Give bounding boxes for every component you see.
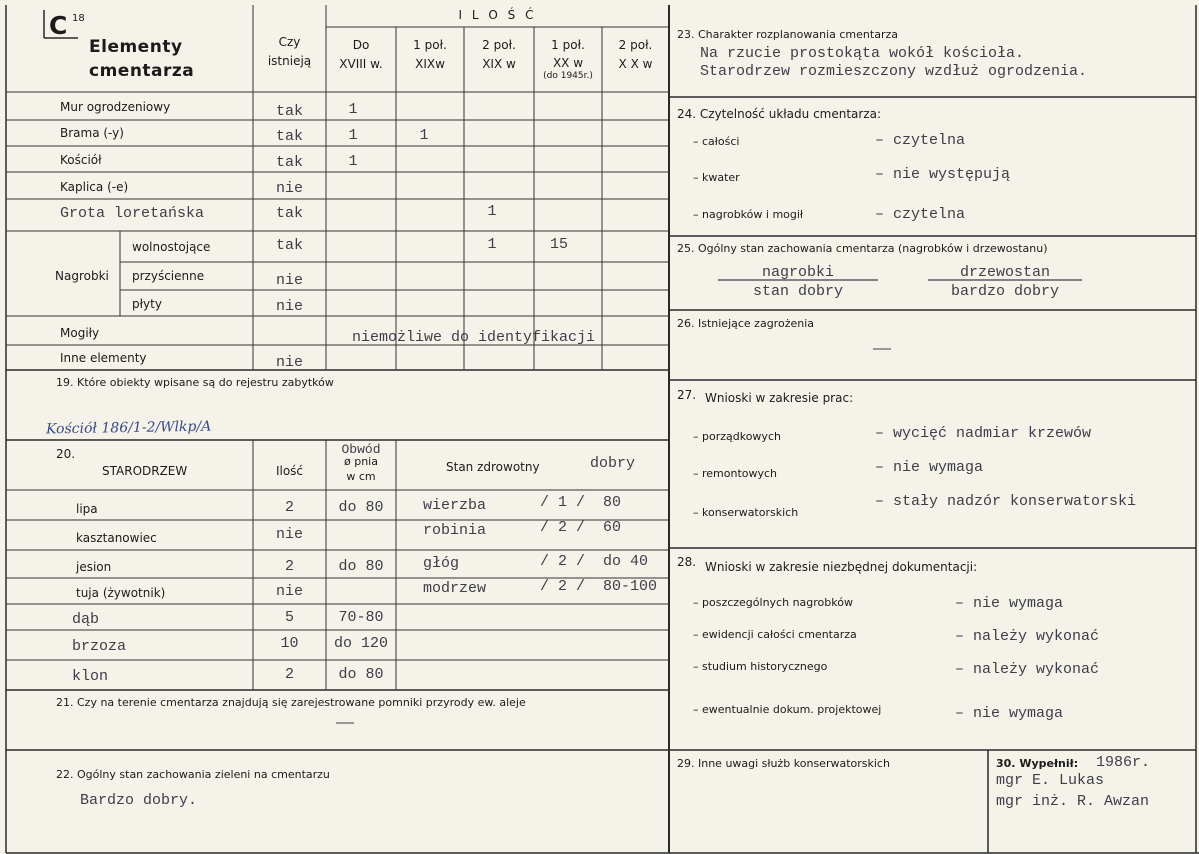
s23-label: 23. Charakter rozplanowania cmentarza	[677, 28, 898, 41]
s20-title: STARODRZEW	[102, 464, 188, 478]
tree-girth-lipa: do 80	[338, 499, 384, 516]
s26-value: ——	[873, 341, 892, 358]
row-wolnostojace-count-xix2: 1	[487, 236, 497, 253]
row-label-inne: Inne elementy	[60, 351, 147, 365]
extra-tree-name-wierzba: wierzba	[423, 497, 487, 514]
row-label-kaplica: Kaplica (-e)	[60, 180, 129, 194]
tree-qty-jesion: 2	[284, 558, 294, 575]
s24-key-nagrobkow: – nagrobków i mogił	[693, 208, 804, 221]
s22-value: Bardzo dobry.	[80, 792, 198, 809]
s24-key-calosci: – całości	[693, 135, 740, 148]
extra-tree-name-modrzew: modrzew	[423, 580, 487, 597]
s20-col-obwod-l2: ø pnia	[344, 455, 378, 468]
row-brama-count-xviii: 1	[348, 127, 358, 144]
s30-person2: mgr inż. R. Awzan	[996, 793, 1150, 810]
s19-label: 19. Które obiekty wpisane są do rejestru zabytków	[56, 376, 334, 389]
tree-qty-lipa: 2	[284, 499, 294, 516]
elements-title-line2: cmentarza	[89, 61, 195, 81]
extra-tree-girth-robinia: 60	[603, 519, 622, 536]
extra-tree-qty-wierzba: / 1 /	[540, 494, 586, 511]
s27-key-remontowych: – remontowych	[693, 467, 778, 480]
s28-number: 28.	[677, 555, 697, 569]
tree-name-lipa: lipa	[76, 502, 98, 516]
s25-b-top: drzewostan	[959, 264, 1050, 281]
s20-number: 20.	[56, 447, 76, 461]
period-header-1-l1: Do	[352, 38, 370, 52]
tree-qty-tuja: nie	[275, 583, 303, 600]
row-exists-przyscienne: nie	[275, 272, 303, 289]
period-header-2-l1: 1 poł.	[413, 38, 447, 52]
s20-col-ilosc: Ilość	[275, 464, 304, 478]
row-exists-kosciol: tak	[275, 154, 303, 171]
s28-value-ewidencji: – należy wykonać	[955, 628, 1100, 645]
s20-stan-value: dobry	[590, 455, 636, 472]
row-exists-mur: tak	[275, 103, 303, 120]
s25-a-top: nagrobki	[761, 264, 834, 281]
row-label-plyty: płyty	[132, 297, 162, 311]
period-header-2-l2: XIXw	[415, 57, 445, 71]
s22-label: 22. Ogólny stan zachowania zieleni na cmentarzu	[56, 768, 330, 781]
extra-tree-girth-glog: do 40	[603, 553, 649, 570]
s23-line1: Na rzucie prostokąta wokół kościoła.	[700, 45, 1025, 62]
s27-label: Wnioski w zakresie prac:	[705, 391, 854, 405]
extra-tree-name-glog: głóg	[423, 555, 460, 572]
row-wolnostojace-count-xx1: 15	[549, 236, 568, 253]
tree-qty-klon: 2	[284, 666, 294, 683]
s28-value-nagrobkow: – nie wymaga	[955, 595, 1064, 612]
s27-number: 27.	[677, 388, 697, 402]
row-grota-count-xix2: 1	[487, 203, 497, 220]
extra-tree-qty-modrzew: / 2 /	[540, 578, 586, 595]
s25-b-bottom: bardzo dobry	[950, 283, 1060, 300]
row-exists-kaplica: nie	[275, 180, 303, 197]
tree-qty-kasztanowiec: nie	[275, 526, 303, 543]
row-label-przyscienne: przyścienne	[132, 269, 205, 283]
s27-value-remontowych: – nie wymaga	[875, 459, 984, 476]
s24-value-nagrobkow: – czytelna	[875, 206, 966, 223]
s23-line2: Starodrzew rozmieszczony wzdłuż ogrodzenia.	[700, 63, 1088, 80]
row-mur-count-xviii: 1	[348, 101, 358, 118]
period-header-5-l1: 2 poł.	[618, 38, 653, 52]
s27-key-konserwatorskich: – konserwatorskich	[693, 506, 799, 519]
tree-qty-brzoza: 10	[280, 635, 299, 652]
s24-value-calosci: – czytelna	[875, 132, 966, 149]
card-number: 18	[72, 13, 85, 24]
s24-label: 24. Czytelność układu cmentarza:	[677, 107, 882, 121]
s20-col-stan: Stan zdrowotny	[446, 460, 540, 474]
period-header-3-l2: XIX w	[482, 57, 516, 71]
row-brama-count-xix1: 1	[419, 127, 429, 144]
row-exists-wolnostojace: tak	[275, 237, 303, 254]
s21-value: ——	[336, 715, 355, 732]
s27-value-konserwatorskich: – stały nadzór konserwatorski	[875, 493, 1137, 510]
s27-key-porzadkowych: – porządkowych	[693, 430, 781, 443]
s19-handwritten-register: Kościół 186/1-2/Wlkp/A	[45, 418, 212, 438]
period-header-4-l1: 1 poł.	[551, 38, 585, 52]
tree-girth-dab: 70-80	[338, 609, 384, 626]
tree-girth-jesion: do 80	[338, 558, 384, 575]
s28-key-projektowej: – ewentualnie dokum. projektowej	[693, 703, 882, 716]
s28-label: Wnioski w zakresie niezbędnej dokumentacji:	[705, 560, 978, 574]
extra-tree-qty-robinia: / 2 /	[540, 519, 586, 536]
nagrobki-label: Nagrobki	[55, 269, 109, 283]
s28-value-studium: – należy wykonać	[955, 661, 1100, 678]
s30-label: 30. Wypełnił:	[996, 757, 1079, 770]
s28-key-nagrobkow: – poszczególnych nagrobków	[693, 596, 853, 609]
s30-person1: mgr E. Lukas	[996, 772, 1105, 789]
period-header-3-l1: 2 poł.	[482, 38, 516, 52]
col-exists-line2: istnieją	[267, 54, 312, 68]
tree-name-kasztanowiec: kasztanowiec	[76, 531, 157, 545]
row-kosciol-count-xviii: 1	[348, 153, 358, 170]
tree-name-klon: klon	[72, 668, 109, 685]
card-letter: C	[49, 11, 68, 40]
tree-girth-klon: do 80	[338, 666, 384, 683]
row-exists-plyty: nie	[275, 298, 303, 315]
row-exists-inne: nie	[275, 355, 303, 368]
s26-label: 26. Istniejące zagrożenia	[677, 317, 815, 330]
elements-title-line1: Elementy	[89, 37, 183, 57]
tree-name-brzoza: brzoza	[72, 638, 127, 655]
row-exists-brama: tak	[275, 128, 303, 145]
s20-col-obwod-l3: w cm	[346, 470, 376, 483]
extra-tree-girth-wierzba: 80	[603, 494, 622, 511]
period-header-5-l2: X X w	[618, 57, 653, 71]
s30-year: 1986r.	[1096, 754, 1151, 771]
row-label-kosciol: Kościół	[60, 153, 102, 167]
tree-name-jesion: jesion	[76, 560, 112, 574]
row-label-mur: Mur ogrodzeniowy	[60, 100, 171, 114]
s28-key-studium: – studium historycznego	[693, 660, 828, 673]
period-header-4-l3: (do 1945r.)	[543, 71, 593, 81]
extra-tree-qty-glog: / 2 /	[540, 553, 586, 570]
row-label-wolnostojace: wolnostojące	[132, 240, 211, 254]
tree-name-dab: dąb	[72, 611, 100, 628]
tree-name-tuja: tuja (żywotnik)	[76, 586, 166, 600]
col-exists-line1: Czy	[278, 35, 301, 49]
s29-label: 29. Inne uwagi służb konserwatorskich	[677, 757, 890, 770]
tree-qty-dab: 5	[284, 609, 294, 626]
extra-tree-name-robinia: robinia	[423, 522, 487, 539]
col-ilosc-header: I L O Ś Ć	[458, 8, 537, 22]
s28-value-projektowej: – nie wymaga	[955, 705, 1064, 722]
period-header-1-l2: XVIII w.	[339, 57, 383, 71]
s24-value-kwater: – nie występują	[875, 166, 1011, 183]
s24-key-kwater: – kwater	[693, 171, 740, 184]
row-label-brama: Brama (-y)	[60, 126, 124, 140]
s21-label: 21. Czy na terenie cmentarza znajdują się zarejestrowane pomniki przyrody ew. aleje	[56, 696, 526, 709]
period-header-4-l2: XX w	[552, 56, 584, 70]
s25-label: 25. Ogólny stan zachowania cmentarza (nagrobków i drzewostanu)	[677, 242, 1048, 255]
mogily-note: niemożliwe do identyfikacji	[352, 329, 596, 346]
s27-value-porzadkowych: – wycięć nadmiar krzewów	[875, 425, 1092, 442]
row-label-grota: Grota loretańska	[60, 205, 205, 222]
s28-key-ewidencji: – ewidencji całości cmentarza	[693, 628, 857, 641]
extra-tree-girth-modrzew: 80-100	[603, 578, 658, 595]
tree-girth-brzoza: do 120	[333, 635, 388, 652]
s25-a-bottom: stan dobry	[752, 283, 843, 300]
row-exists-grota: tak	[275, 205, 303, 222]
row-label-mogily: Mogiły	[60, 326, 100, 340]
s20-col-obwod-l1: Obwód	[341, 442, 381, 457]
